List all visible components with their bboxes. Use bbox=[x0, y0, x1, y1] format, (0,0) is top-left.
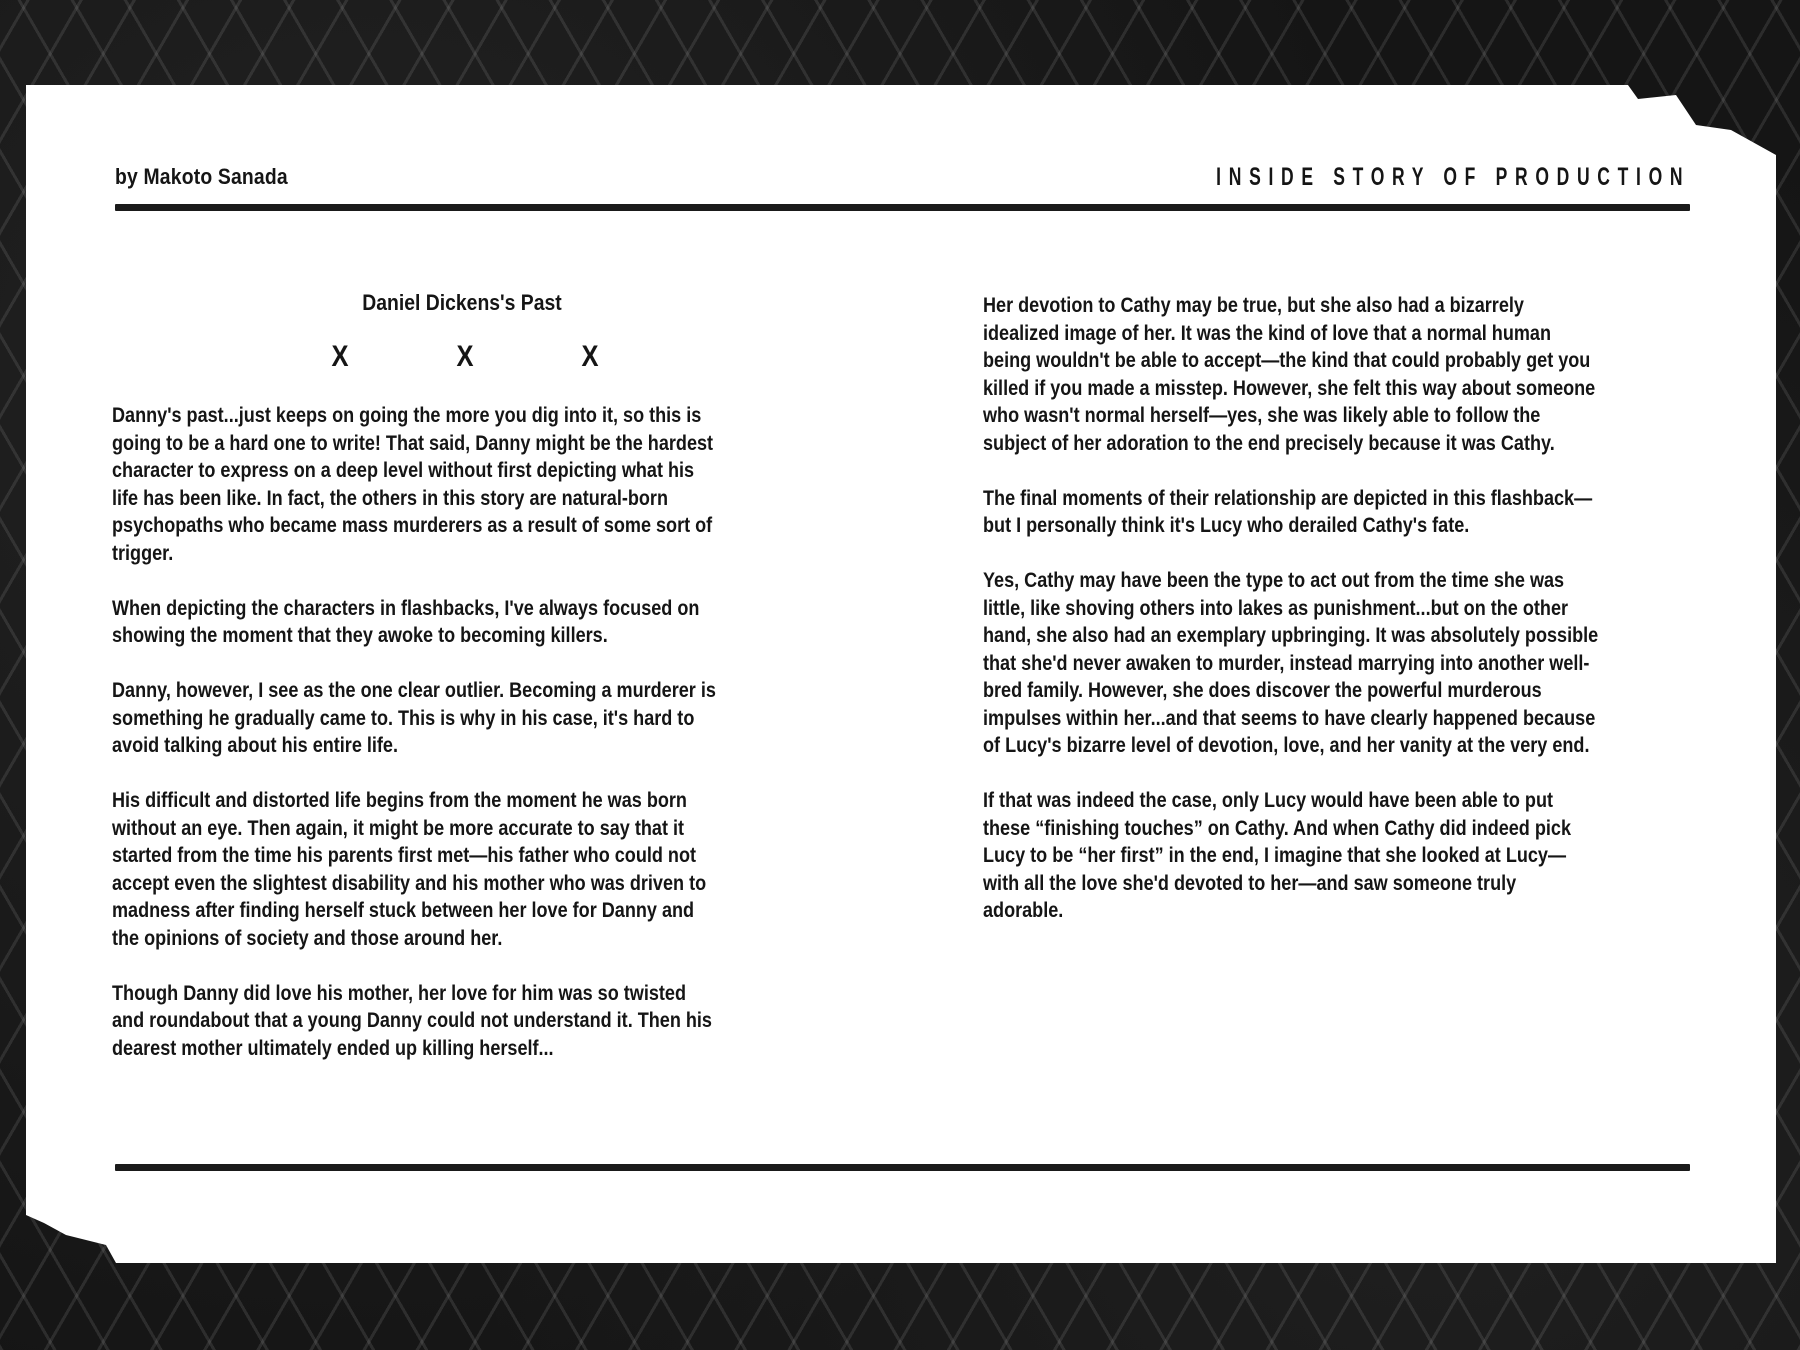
paragraph: His difficult and distorted life begins from the moment he was born without an eye. Then again, it might be more accurate to say that it started from the time his parents first met—his father who could not accept even the slightest disability and his mother who was driven to madness after finding herself stuck between her love for Danny and the opinions of society and those around her. bbox=[112, 789, 707, 950]
bottom-rule bbox=[115, 1164, 1690, 1171]
separator-mark: X bbox=[581, 340, 599, 373]
section-label: INSIDE STORY OF PRODUCTION bbox=[1215, 163, 1690, 191]
paragraph: Yes, Cathy may have been the type to act out from the time she was little, like shoving others into lakes as punishment...but on the other hand, she also had an exemplary upbringing. It was absolutely possible that she'd never awaken to murder, instead marrying into another well-bred family. However, she does discover the powerful murderous impulses within her...and that seems to have clearly happened because of Lucy's bizarre level of devotion, love, and her vanity at the very end. bbox=[983, 569, 1599, 757]
separator-mark: X bbox=[331, 340, 349, 373]
paragraph: Danny, however, I see as the one clear outlier. Becoming a murderer is something he gradually came to. This is why in his case, it's hard to avoid talking about his entire life. bbox=[112, 679, 716, 757]
section-separator bbox=[330, 340, 600, 374]
right-column bbox=[983, 292, 1600, 952]
article-title: Daniel Dickens's Past bbox=[362, 290, 562, 315]
paragraph: Her devotion to Cathy may be true, but she also had a bizarrely idealized image of her. It was the kind of love that a normal human being wouldn't be able to accept—the kind that could probably get you killed if you made a misstep. However, she felt this way about someone who wasn't normal herself—yes, she was likely able to follow the subject of her adoration to the end precisely because it was Cathy. bbox=[983, 294, 1596, 455]
separator-mark: X bbox=[456, 340, 474, 373]
top-rule bbox=[115, 204, 1690, 211]
paragraph: Though Danny did love his mother, her love for him was so twisted and roundabout that a young Danny could not understand it. Then his dearest mother ultimately ended up killing herself... bbox=[112, 981, 712, 1060]
paragraph: Danny's past...just keeps on going the more you dig into it, so this is going to be a hard one to write! That said, Danny might be the hardest character to express on a deep level without first depicting what his life has been like. In fact, the others in this story are natural-born psychopaths who became mass murderers as a result of some sort of trigger. bbox=[112, 404, 714, 565]
paragraph: The final moments of their relationship are depicted in this flashback—but I personally think it's Lucy who derailed Cathy's fate. bbox=[983, 486, 1593, 537]
paragraph: When depicting the characters in flashbacks, I've always focused on showing the moment that they awoke to becoming killers. bbox=[112, 596, 700, 647]
left-column bbox=[112, 402, 722, 1090]
author-byline: by Makoto Sanada bbox=[115, 164, 288, 189]
paragraph: If that was indeed the case, only Lucy would have been able to put these “finishing touches” on Cathy. And when Cathy did indeed pick Lucy to be “her first” in the end, I imagine that she looked at Lucy—with all the love she'd devoted to her—and saw someone truly adorable. bbox=[983, 789, 1572, 922]
